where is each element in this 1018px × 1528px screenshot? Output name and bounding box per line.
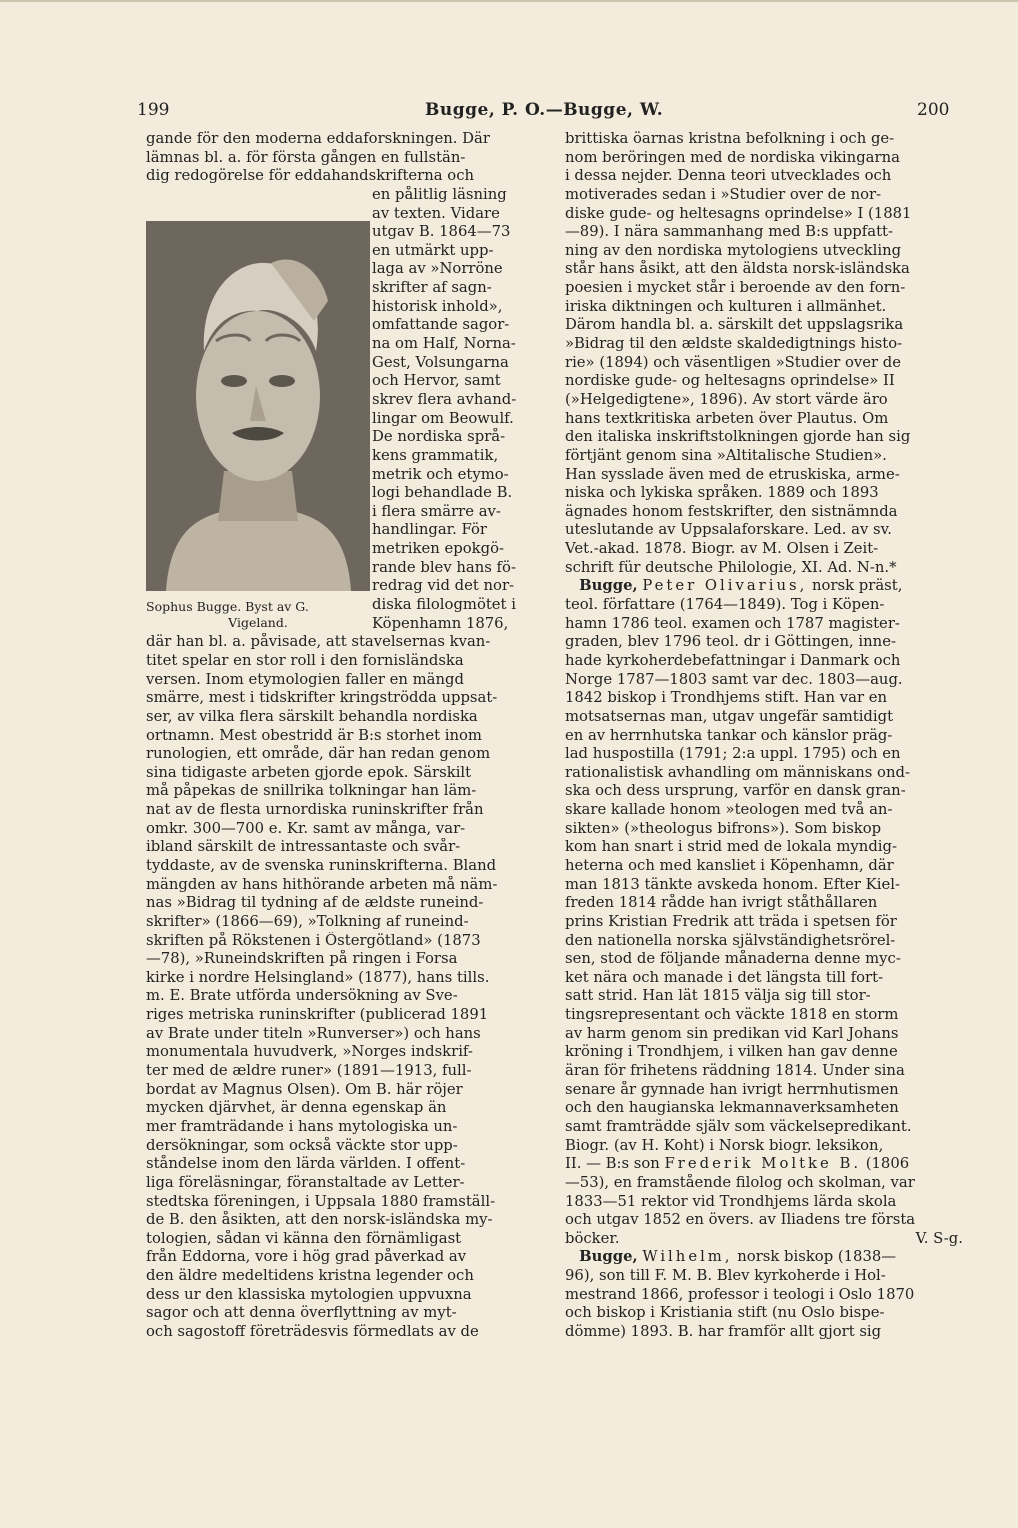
caption-line-1: Sophus Bugge. Byst av G. — [146, 599, 309, 614]
text-line: versen. Inom etymologien faller en mängd — [146, 670, 464, 688]
text-line: kom han snart i strid med de lokala myndig- — [565, 838, 897, 856]
text-line: rationalistisk avhandling om människans ond- — [565, 763, 910, 781]
text-line: sina tidigaste arbeten gjorde epok. Särskilt — [146, 763, 472, 781]
text-line: omkr. 300—700 e. Kr. samt av många, var- — [146, 819, 466, 837]
text-line: utgav B. 1864—73 — [372, 223, 511, 241]
text-line: nom beröringen med de nordiska vikingarna — [565, 148, 900, 166]
text-line: m. E. Brate utförda undersökning av Sve- — [146, 987, 458, 1005]
entry-name: Bugge, — [579, 577, 638, 595]
text-line: kens grammatik, — [372, 446, 499, 464]
text-line: dig redogörelse för eddahandskrifterna och — [146, 167, 475, 185]
text-line: ter med de ældre runer» (1891—1913, full- — [146, 1062, 472, 1080]
text-line: den italiska inskriftstolkningen gjorde han sig — [565, 428, 911, 446]
text-line: mestrand 1866, professor i teologi i Oslo 1870 — [565, 1285, 915, 1303]
text-line: där han bl. a. påvisade, att stavelsernas kvan- — [146, 633, 491, 651]
text-line: hans textkritiska arbeten över Plautus. Om — [565, 409, 889, 427]
text-line: 96), son till F. M. B. Blev kyrkoherde i Hol- — [565, 1267, 886, 1285]
text-line: uteslutande av Uppsalaforskare. Led. av sv. — [565, 521, 892, 539]
text-line: sagor och att denna överflyttning av myt- — [146, 1304, 457, 1322]
text-line: de B. den åsikten, att den norsk-isländska my- — [146, 1211, 493, 1229]
text-line: gande för den moderna eddaforskningen. Där — [146, 130, 490, 147]
page-number-left: 199 — [137, 100, 170, 120]
text-line: ståndelse inom den lärda världen. I offent- — [146, 1155, 466, 1173]
text-line: bordat av Magnus Olsen). Om B. här röjer — [146, 1080, 463, 1098]
text-line: motsatsernas man, utgav ungefär samtidigt — [565, 707, 894, 725]
text-line: »Bidrag til den ældste skaldedigtnings histo- — [565, 335, 903, 353]
text-line: skrifter» (1866—69), »Tolkning af runeind- — [146, 912, 469, 930]
text-line: från Eddorna, vore i hög grad påverkad av — [146, 1248, 467, 1266]
text-line: mängden av hans hithörande arbeten må näm- — [146, 875, 498, 893]
entry-heading-rest: norsk biskop (1838— — [732, 1248, 897, 1266]
text-line: satt strid. Han lät 1815 välja sig till stor- — [565, 987, 871, 1005]
text-line: äran för frihetens räddning 1814. Under sina — [565, 1062, 905, 1080]
text-line: ägnades honom festskrifter, den sistnämnda — [565, 502, 898, 520]
text-line: stedtska föreningen, i Uppsala 1880 framställ- — [146, 1192, 496, 1210]
text-line: (»Helgedigtene», 1896). Av stort värde äro — [565, 390, 888, 408]
text-line: rie» (1894) och väsentligen »Studier over de — [565, 353, 902, 371]
text-line: skare kallade honom »teologen med två an- — [565, 801, 893, 819]
text-line: Han sysslade även med de etruskiska, arme- — [565, 465, 900, 483]
text-line: en pålitlig läsning — [372, 185, 507, 203]
text-line: ning av den nordiska mytologiens utveckling — [565, 241, 902, 259]
entry-name-spaced: Wilhelm, — [642, 1248, 733, 1266]
page-number-right: 200 — [917, 100, 950, 120]
text-line: sen, stod de följande månaderna denne myc- — [565, 950, 901, 968]
text-line: den äldre medeltidens kristna legender och — [146, 1267, 474, 1285]
text-line: ibland särskilt de intressantaste och svår- — [146, 838, 461, 856]
text-line: lad huspostilla (1791; 2:a uppl. 1795) och en — [565, 745, 901, 763]
text-line: ket nära och manade i det längsta till fort- — [565, 968, 884, 986]
text-line: omfattande sagor- — [372, 316, 510, 334]
text-line: heterna och med kansliet i Köpenhamn, där — [565, 856, 894, 874]
text-line: man 1813 tänkte avskeda honom. Efter Kiel- — [565, 875, 900, 893]
text-line: i flera smärre av- — [372, 502, 501, 520]
text-line: en utmärkt upp- — [372, 241, 494, 259]
text-line: handlingar. För — [372, 521, 487, 539]
text-line: står hans åsikt, att den äldsta norsk-isländska — [565, 260, 910, 278]
text-line: må påpekas de snillrika tolkningar han läm- — [146, 782, 477, 800]
text-line: Norge 1787—1803 samt var dec. 1803—aug. — [565, 670, 903, 688]
son-line — [565, 1155, 963, 1174]
text-line: na om Half, Norna- — [372, 335, 516, 353]
text-line: titet spelar en stor roll i den fornisländska — [146, 651, 464, 669]
author-signature: V. S-g. — [915, 1229, 963, 1247]
text-line: mycken djärvhet, är denna egenskap än — [146, 1099, 447, 1117]
text-line: De nordiska språ- — [372, 428, 506, 446]
text-line: diska filologmötet i — [372, 596, 516, 614]
text-line: och sagostoff företrädesvis förmedlats av de — [146, 1323, 479, 1340]
text-line: monumentala huvudverk, »Norges indskrif- — [146, 1043, 473, 1061]
text-line: skriften på Rökstenen i Östergötland» (1873 — [146, 931, 481, 949]
text-line: diske gude- og heltesagns oprindelse» I (1881 — [565, 204, 912, 222]
running-head: Bugge, P. O.—Bugge, W. — [425, 100, 664, 120]
text-line: metrik och etymo- — [372, 465, 509, 483]
text-line: schrift für deutsche Philologie, XI. Ad. N-n.* — [565, 558, 897, 576]
text-line: lingar om Beowulf. — [372, 409, 514, 427]
text-line: senare år gynnade han ivrigt herrnhutismen — [565, 1080, 899, 1098]
text-line: motiverades sedan i »Studier over de nor- — [565, 185, 882, 203]
text-line: tologien, sådan vi känna den förnämligast — [146, 1229, 462, 1247]
text-line: brittiska öarnas kristna befolkning i och ge- — [565, 130, 895, 147]
son-line-start: II. — B:s son — [565, 1155, 665, 1173]
text-line: ser, av vilka flera särskilt behandla nordiska — [146, 707, 478, 725]
text-line: och den haugianska lekmannaverksamheten — [565, 1099, 899, 1117]
text-line: Vet.-akad. 1878. Biogr. av M. Olsen i Zeit- — [565, 540, 879, 558]
entry-name: Bugge, — [579, 1248, 638, 1266]
text-line: redrag vid det nor- — [372, 577, 515, 595]
entry-heading-peter — [565, 577, 963, 596]
caption-line-2: Vigeland. — [228, 615, 288, 630]
text-line: tingsrepresentant och väckte 1818 en storm — [565, 1006, 899, 1024]
text-line: hamn 1786 teol. examen och 1787 magister- — [565, 614, 900, 632]
text-line: logi behandlade B. — [372, 484, 513, 502]
text-line: lämnas bl. a. för första gången en fullstän- — [146, 148, 466, 166]
text-line: 1833—51 rektor vid Trondhjems lärda skola — [565, 1192, 897, 1210]
text-line: graden, blev 1796 teol. dr i Göttingen, inne- — [565, 633, 896, 651]
text-line: historisk inhold», — [372, 297, 503, 315]
son-name-spaced: Frederik Moltke B. — [664, 1155, 862, 1173]
text-line: dess ur den klassiska mytologien uppvuxna — [146, 1285, 472, 1303]
text-line: freden 1814 rådde han ivrigt ståthållaren — [565, 894, 878, 912]
text-line: hade kyrkoherdebefattningar i Danmark och — [565, 651, 901, 669]
text-line: i dessa nejder. Denna teori utvecklades och — [565, 167, 892, 185]
text-line: smärre, mest i tidskrifter kringströdda uppsat- — [146, 689, 498, 707]
top-rule — [0, 0, 1018, 2]
entry-heading-rest: norsk präst, — [807, 577, 903, 595]
text-line: Biogr. (av H. Koht) i Norsk biogr. leksikon, — [565, 1136, 884, 1154]
text-line: av harm genom sin predikan vid Karl Johans — [565, 1024, 899, 1042]
text-line: skrifter af sagn- — [372, 279, 492, 297]
text-line: laga av »Norröne — [372, 260, 503, 278]
entry-heading-wilhelm — [565, 1248, 963, 1267]
text-line-end: böcker. — [565, 1229, 620, 1247]
last-line-with-signature — [565, 1230, 963, 1249]
text-line: prins Kristian Fredrik att träda i spetsen för — [565, 912, 897, 930]
text-line: kirke i nordre Helsingland» (1877), hans tills. — [146, 968, 490, 986]
text-line: rande blev hans fö- — [372, 558, 516, 576]
text-line: dömme) 1893. B. har framför allt gjort sig — [565, 1323, 882, 1340]
text-line: ska och dess ursprung, varför en dansk gran- — [565, 782, 906, 800]
text-line: och Hervor, samt — [372, 372, 501, 390]
right-column — [565, 130, 963, 1342]
text-line: förtjänt genom sina »Altitalische Studien». — [565, 446, 887, 464]
text-line: den nationella norska självständighetsrörel- — [565, 931, 896, 949]
text-line: liga föreläsningar, föranstaltade av Letter- — [146, 1173, 465, 1191]
text-line: Köpenhamn 1876, — [372, 614, 509, 632]
text-line: tyddaste, av de svenska runinskrifterna. Bland — [146, 856, 497, 874]
text-line: skrev flera avhand- — [372, 390, 517, 408]
text-line: mer framträdande i hans mytologiska un- — [146, 1117, 458, 1135]
left-column — [146, 130, 546, 1342]
text-line: Därom handla bl. a. särskilt det uppslagsrika — [565, 316, 904, 334]
text-line: iriska diktningen och kulturen i allmänhet. — [565, 297, 887, 315]
text-line: poesien i mycket står i beroende av den forn- — [565, 279, 906, 297]
text-line: kröning i Trondhjem, i vilken han gav denne — [565, 1043, 898, 1061]
text-line: runologien, ett område, där han redan genom — [146, 745, 491, 763]
text-line: samt framträdde själv som väckelsepredikant. — [565, 1117, 912, 1135]
son-line-end: (1806 — [861, 1155, 910, 1173]
text-line: 1842 biskop i Trondhjems stift. Han var en — [565, 689, 888, 707]
text-line: nordiske gude- og heltesagns oprindelse» II — [565, 372, 895, 390]
text-line: nas »Bidrag til tydning af de ældste runeind- — [146, 894, 484, 912]
text-line: Gest, Volsungarna — [372, 353, 509, 371]
text-line: teol. författare (1764—1849). Tog i Köpen- — [565, 596, 885, 614]
text-line: av texten. Vidare — [372, 204, 500, 222]
text-line: av Brate under titeln »Runverser») och hans — [146, 1024, 481, 1042]
text-line: —89). I nära sammanhang med B:s uppfatt- — [565, 223, 893, 241]
text-line: metriken epokgö- — [372, 540, 504, 558]
text-line: —53), en framstående filolog och skolman, var — [565, 1173, 915, 1191]
text-line: niska och lykiska språken. 1889 och 1893 — [565, 484, 879, 502]
text-line: dersökningar, som också väckte stor upp- — [146, 1136, 458, 1154]
text-line: riges metriska runinskrifter (publicerad 1891 — [146, 1006, 489, 1024]
text-line: —78), »Runeindskriften på ringen i Forsa — [146, 950, 458, 968]
text-line: nat av de flesta urnordiska runinskrifter från — [146, 801, 484, 819]
entry-name-spaced: Peter Olivarius, — [642, 577, 808, 595]
text-line: och biskop i Kristiania stift (nu Oslo bispe- — [565, 1304, 885, 1322]
text-line: och utgav 1852 en övers. av Iliadens tre första — [565, 1211, 916, 1229]
text-line: en av herrnhutska tankar och känslor präg- — [565, 726, 893, 744]
text-line: ortnamn. Mest obestridd är B:s storhet inom — [146, 726, 482, 744]
text-line: sikten» (»theologus bifrons»). Som biskop — [565, 819, 882, 837]
